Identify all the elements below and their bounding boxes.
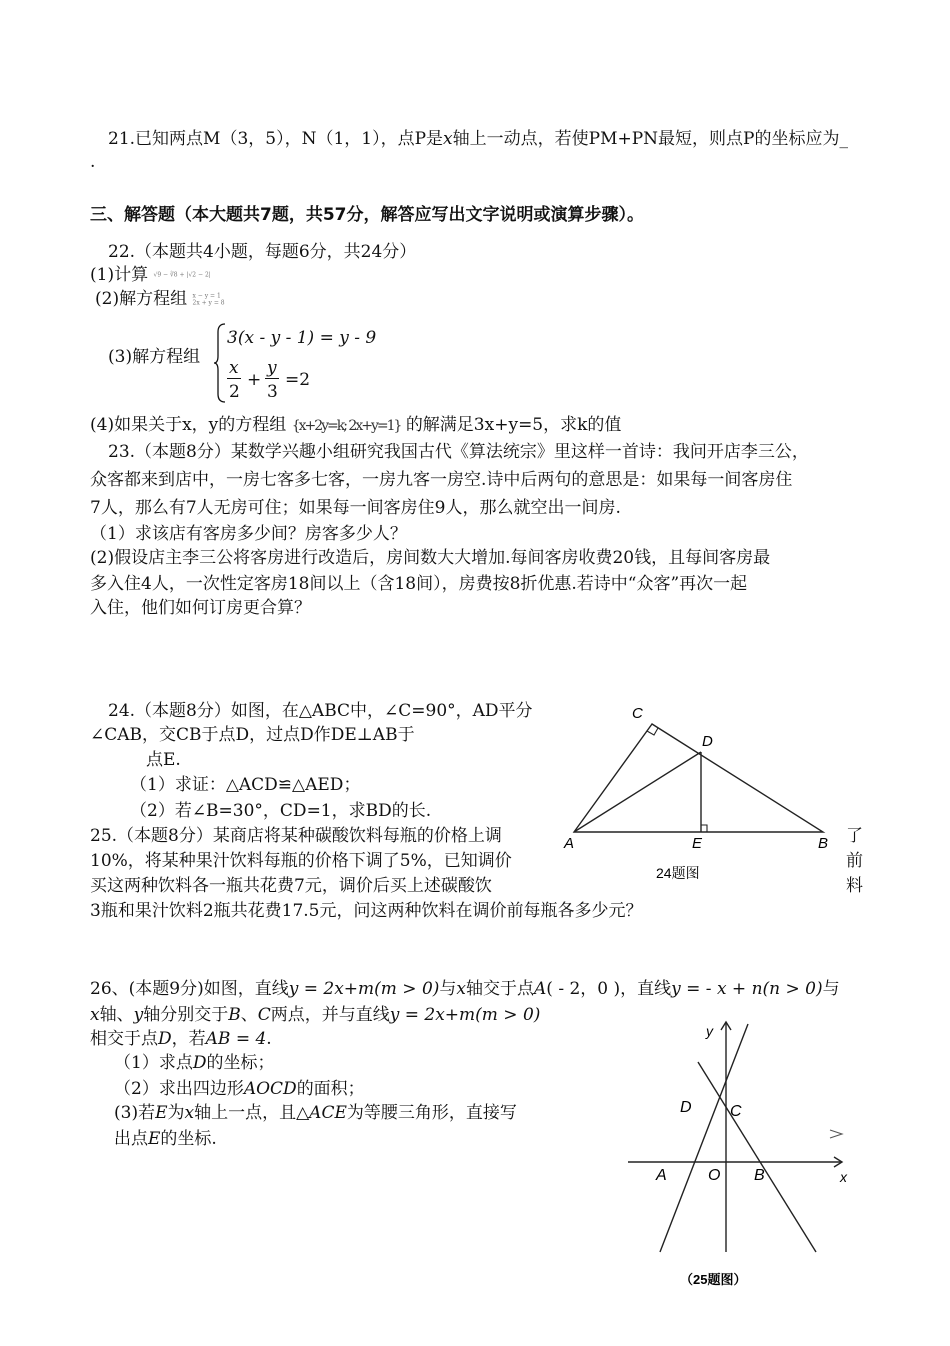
q26-l3-a: 相交于点 (90, 1029, 158, 1049)
label-b: B (818, 835, 829, 852)
q26-l1-coord: ( - 2，0 ) (546, 979, 621, 999)
q26-s4-E: E (148, 1129, 161, 1149)
q26-s3-b: 为 (167, 1103, 185, 1123)
q25-line1-end: 了 (846, 826, 863, 846)
q26-s4-b: 的坐标. (160, 1129, 217, 1149)
q22-p3-eq1: 3(x - y - 1) = y - 9 (227, 328, 377, 348)
q21-line (108, 127, 848, 151)
segment-ad (574, 752, 701, 832)
frac2-bar (265, 378, 279, 379)
stray-arrow-icon (830, 1130, 842, 1138)
q26-l1-d: ，直线 (620, 979, 672, 999)
section3-heading: 三、解答题（本大题共7题，共57分，解答应写出文字说明或演算步骤）。 (90, 205, 644, 225)
q26-sub1 (114, 1051, 274, 1075)
q26-l1-c: 轴交于点 (466, 979, 534, 999)
q26-s3-c: 轴上一点，且 (194, 1103, 297, 1123)
right-angle-e (701, 825, 707, 832)
q26-eq2: y = - x + n(n > 0) (671, 979, 823, 999)
q23-line3: 7人，那么有7人无房可住；如果每一间客房住9人，那么就空出一间房. (90, 498, 621, 518)
q22-p2-label: (2)解方程组 (95, 289, 188, 309)
q24-line1: 24.（本题8分）如图，在△ABC中，∠C=90°，AD平分 (108, 701, 533, 721)
q26-l2-x: x (90, 1005, 100, 1025)
q26-figure (620, 1012, 860, 1297)
q26-l1-e: 与 (822, 979, 840, 999)
q25-line1: 25.（本题8分）某商店将某种碳酸饮料每瓶的价格上调 (90, 826, 502, 846)
q22-intro: 22.（本题共4小题，每题6分，共24分） (108, 242, 417, 262)
q26-s1-D: D (192, 1053, 207, 1073)
q26-l3-AB: AB = 4 (205, 1029, 267, 1049)
label-x: x (840, 1169, 847, 1185)
label-a: A (564, 835, 575, 852)
q22-p3-eq2 (227, 356, 377, 404)
label-d: D (702, 733, 713, 750)
q21-text-a: 21.已知两点M（3，5），N（1，1），点P是 (108, 129, 444, 149)
q24-line3: 点E. (146, 750, 181, 770)
q21-x-var: x (443, 129, 453, 149)
q25-line2-end: 前 (846, 851, 863, 871)
q22-p2-eq1: x − y = 1 (192, 292, 221, 299)
q22-p4-a: (4)如果关于x，y的方程组 (90, 415, 287, 435)
q22-p4-b: 的解满足3x+y=5，求k的值 (405, 415, 622, 435)
plus-sign: + (247, 370, 262, 390)
triangle-abc (574, 724, 823, 832)
q24-figure (560, 698, 850, 888)
q22-p3-system (213, 322, 377, 404)
q26-l3-b: ，若 (171, 1029, 206, 1049)
q26-l2-d: 两点，并与直线 (270, 1005, 390, 1025)
frac1-num: x (229, 358, 239, 378)
q26-sub2 (114, 1077, 365, 1101)
q26-s2-b: 的面积； (296, 1079, 365, 1099)
q26-line1 (90, 977, 840, 1001)
q26-s3-x: x (184, 1103, 195, 1123)
q21-dot: . (90, 152, 96, 172)
frac1-bar (227, 378, 241, 379)
q22-p4-system: {x+2y=k; 2x+y=1} (291, 418, 401, 434)
q26-l2-b: 轴分别交于 (143, 1005, 229, 1025)
q22-part2 (95, 287, 225, 311)
q26-s1-a: （1）求点 (114, 1053, 193, 1073)
q23-line1: 23.（本题8分）某数学兴趣小组研究我国古代《算法统宗》里这样一首诗：我问开店李三公， (108, 442, 809, 462)
q24-line2: ∠CAB，交CB于点D，过点D作DE⊥AB于 (90, 725, 415, 745)
q26-l1-x: x (456, 979, 466, 999)
q26-sub4 (114, 1127, 217, 1151)
q24-line4: （1）求证：△ACD≌△AED； (130, 775, 361, 795)
q26-l2-B: B (228, 1005, 241, 1025)
q22-p3-label: (3)解方程组 (108, 347, 201, 367)
q26-l2-a: 轴、 (99, 1005, 134, 1025)
label-c: C (632, 705, 643, 722)
q22-p1-expr: √9 − ∛8 + |√2 − 2| (153, 271, 211, 279)
q23-line7: 入住，他们如何订房更合算？ (90, 598, 311, 618)
q26-l3-c: . (266, 1029, 272, 1049)
q26-l2-eq: y = 2x+m(m > 0) (389, 1005, 541, 1025)
q26-l1-A: A (534, 979, 547, 999)
q26-l2-C: C (257, 1005, 271, 1025)
label-c: C (730, 1103, 742, 1120)
q26-s2-AOCD: AOCD (243, 1079, 297, 1099)
q26-l2-c: 、 (240, 1005, 258, 1025)
q26-l2-y: y (133, 1005, 144, 1025)
q26-sub3 (114, 1101, 517, 1125)
line-y-2x-m (660, 1024, 748, 1252)
q26-l3-D: D (158, 1029, 172, 1049)
q26-l1-b: 与 (439, 979, 457, 999)
q22-p2-eq2: 2x + y = 8 (192, 299, 225, 306)
q26-line3 (90, 1027, 272, 1051)
label-a: A (656, 1167, 667, 1184)
q26-eq1: y = 2x+m(m > 0) (288, 979, 440, 999)
q26-s3-d: 为等腰三角形，直接写 (346, 1103, 517, 1123)
q24-line5: （2）若∠B=30°，CD=1，求BD的长. (130, 801, 432, 821)
label-e: E (692, 835, 703, 852)
q22-part1 (90, 263, 211, 287)
label-d: D (680, 1099, 692, 1116)
label-o: O (708, 1167, 721, 1184)
eq2-rhs: =2 (285, 370, 311, 390)
q22-part4 (90, 413, 621, 438)
label-b: B (754, 1167, 765, 1184)
q22-p2-system (193, 293, 225, 307)
q26-line2 (90, 1003, 540, 1027)
q25-line2: 10%，将某种果汁饮料每瓶的价格下调了5%，已知调价 (90, 851, 512, 871)
q23-line4: （1）求该店有客房多少间？房客多少人？ (90, 524, 407, 544)
q23-line5: (2)假设店主李三公将客房进行改造后，房间数大大增加.每间客房收费20钱，且每间客房最 (90, 548, 771, 568)
q25-line3-end: 料 (846, 876, 863, 896)
q26-s4-a: 出点 (114, 1129, 148, 1149)
line-y-neg-x-n (698, 1062, 816, 1252)
q26-s3-E: E (155, 1103, 168, 1123)
q23-line6: 多入住4人，一次性定客房18间以上（含18间），房费按8折优惠.若诗中“众客”再次一起 (90, 574, 748, 594)
fig24-caption: 24题图 (656, 865, 700, 881)
q23-line2: 众客都来到店中，一房七客多七客，一房九客一房空.诗中后两句的意思是：如果每一间客房住 (90, 470, 793, 490)
fig25-caption: （25题图） (680, 1272, 747, 1287)
q25-line4: 3瓶和果汁饮料2瓶共花费17.5元，问这两种饮料在调价前每瓶各多少元？ (90, 901, 643, 921)
q26-s3-tri: △ACE (296, 1103, 347, 1123)
frac2-num: y (267, 358, 277, 378)
q22-p1-label: (1)计算 (90, 265, 149, 285)
q26-s3-a: (3)若 (114, 1103, 156, 1123)
frac2-den: 3 (267, 382, 278, 402)
label-y: y (706, 1023, 713, 1039)
q26-s1-b: 的坐标； (206, 1053, 275, 1073)
q25-line3: 买这两种饮料各一瓶共花费7元，调价后买上述碳酸饮 (90, 876, 492, 896)
frac1-den: 2 (229, 382, 240, 402)
q26-s2-a: （2）求出四边形 (114, 1079, 244, 1099)
q26-l1-a: 26、(本题9分)如图，直线 (90, 979, 289, 999)
brace-icon (213, 322, 227, 404)
q21-text-b: 轴上一动点，若使PM+PN最短，则点P的坐标应为_ (452, 129, 848, 149)
